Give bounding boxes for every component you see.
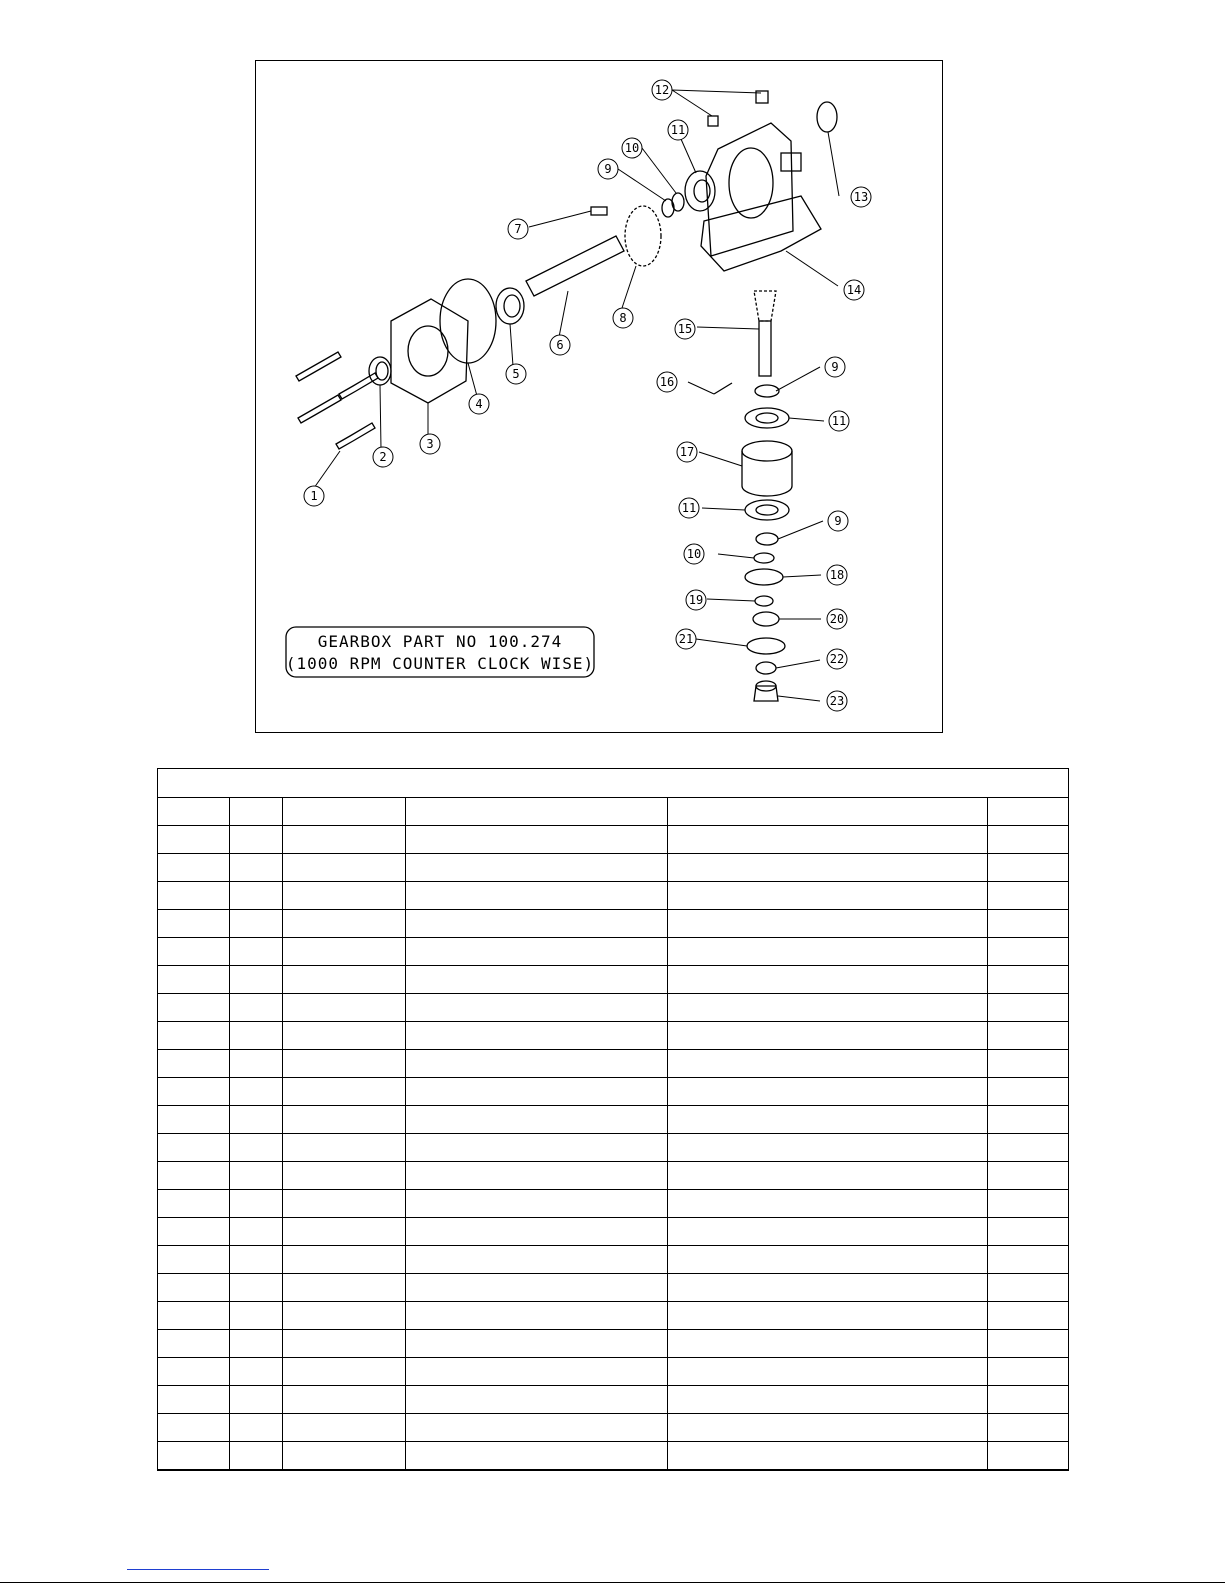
table-cell [668, 798, 988, 826]
callout-label: 5 [512, 367, 520, 381]
callout-label: 11 [670, 123, 686, 137]
pinion-shaft-shape [754, 291, 776, 321]
callout-label: 10 [624, 141, 640, 155]
table-cell [158, 826, 230, 854]
table-cell [988, 1246, 1069, 1274]
table-cell [406, 1050, 668, 1078]
table-cell [283, 854, 406, 882]
table-cell [283, 910, 406, 938]
table-cell [230, 1022, 283, 1050]
table-cell [230, 1246, 283, 1274]
table-row [158, 1386, 1069, 1414]
callout-label: 21 [678, 632, 694, 646]
table-cell [668, 1246, 988, 1274]
gearbox-subtitle: (1000 RPM COUNTER CLOCK WISE) [285, 654, 595, 673]
bevel-gear-shape [625, 206, 661, 266]
callout-label: 22 [829, 652, 845, 666]
table-cell [988, 854, 1069, 882]
table-cell [230, 826, 283, 854]
table-cell [230, 1386, 283, 1414]
callout-label: 9 [831, 360, 839, 374]
table-cell [988, 1078, 1069, 1106]
callout-label: 7 [514, 222, 522, 236]
table-row [158, 1078, 1069, 1106]
callout-label: 11 [831, 414, 847, 428]
table-row [158, 1022, 1069, 1050]
table-title-row [158, 769, 1069, 798]
table-cell [230, 1078, 283, 1106]
callout-label: 23 [829, 694, 845, 708]
table-cell [406, 994, 668, 1022]
table-cell [668, 1190, 988, 1218]
table-cell [158, 798, 230, 826]
table-cell [283, 882, 406, 910]
table-cell [158, 1274, 230, 1302]
callout-label: 9 [604, 162, 612, 176]
table-row [158, 1330, 1069, 1358]
table-cell [988, 994, 1069, 1022]
table-cell [668, 938, 988, 966]
exploded-view-diagram [255, 60, 943, 733]
pin-shape [714, 383, 732, 394]
table-cell [158, 1134, 230, 1162]
table-cell [158, 1302, 230, 1330]
table-cell [406, 910, 668, 938]
table-cell [406, 938, 668, 966]
table-cell [158, 1358, 230, 1386]
table-row [158, 1218, 1069, 1246]
table-cell [406, 1274, 668, 1302]
table-cell [230, 1274, 283, 1302]
table-cell [283, 1358, 406, 1386]
callout-label: 19 [688, 593, 704, 607]
table-cell [230, 1414, 283, 1442]
table-cell [283, 1134, 406, 1162]
parts-list-table [157, 768, 1069, 1471]
callout-label: 16 [659, 375, 675, 389]
table-cell [988, 1050, 1069, 1078]
table-cell [230, 1190, 283, 1218]
table-cell [668, 1358, 988, 1386]
callout-label: 13 [853, 190, 869, 204]
table-cell [283, 1386, 406, 1414]
table-cell [668, 1106, 988, 1134]
table-title-cell [158, 769, 1069, 798]
table-cell [283, 1274, 406, 1302]
callout-label: 20 [829, 612, 845, 626]
table-cell [283, 1022, 406, 1050]
table-row [158, 1190, 1069, 1218]
table-cell [283, 1078, 406, 1106]
table-cell [406, 1246, 668, 1274]
table-cell [406, 826, 668, 854]
table-cell [988, 1106, 1069, 1134]
table-cell [668, 826, 988, 854]
table-cell [988, 1442, 1069, 1471]
table-cell [668, 966, 988, 994]
table-cell [283, 1106, 406, 1134]
table-cell [406, 1442, 668, 1471]
gearbox-housing-shape [706, 123, 793, 256]
table-cell [668, 854, 988, 882]
table-cell [158, 1386, 230, 1414]
table-cell [158, 1330, 230, 1358]
table-cell [283, 798, 406, 826]
table-cell [668, 1302, 988, 1330]
table-row [158, 1106, 1069, 1134]
callout-label: 8 [619, 311, 627, 325]
table-cell [283, 1218, 406, 1246]
table-row [158, 938, 1069, 966]
table-cell [406, 1078, 668, 1106]
table-cell [988, 1190, 1069, 1218]
table-row [158, 1414, 1069, 1442]
callout-label: 14 [846, 283, 862, 297]
table-cell [668, 1414, 988, 1442]
table-cell [283, 938, 406, 966]
table-cell [406, 1190, 668, 1218]
table-cell [988, 1162, 1069, 1190]
table-cell [406, 1218, 668, 1246]
table-row [158, 1134, 1069, 1162]
table-cell [230, 966, 283, 994]
table-cell [988, 1386, 1069, 1414]
table-cell [406, 966, 668, 994]
bearing-shape [745, 500, 789, 520]
table-row [158, 854, 1069, 882]
table-cell [158, 854, 230, 882]
table-row [158, 1442, 1069, 1471]
table-cell [230, 798, 283, 826]
table-row [158, 994, 1069, 1022]
table-cell [988, 826, 1069, 854]
table-cell [668, 1134, 988, 1162]
table-cell [988, 910, 1069, 938]
table-cell [230, 1330, 283, 1358]
table-cell [406, 1162, 668, 1190]
table-cell [283, 1330, 406, 1358]
callout-label: 6 [556, 338, 564, 352]
callout-label: 18 [829, 568, 845, 582]
table-cell [406, 882, 668, 910]
table-cell [406, 798, 668, 826]
table-cell [668, 994, 988, 1022]
flange-shape [391, 299, 468, 403]
table-cell [158, 1106, 230, 1134]
table-cell [283, 994, 406, 1022]
washer-shape [755, 385, 779, 397]
table-cell [283, 1414, 406, 1442]
table-cell [668, 1050, 988, 1078]
table-cell [158, 994, 230, 1022]
callout-label: 15 [677, 322, 693, 336]
table-cell [668, 1442, 988, 1471]
table-cell [668, 1218, 988, 1246]
table-row [158, 1050, 1069, 1078]
table-cell [283, 1442, 406, 1471]
table-cell [230, 1358, 283, 1386]
gearbox-title: GEARBOX PART NO 100.274 [317, 632, 563, 651]
table-row [158, 1162, 1069, 1190]
callout-label: 9 [834, 514, 842, 528]
table-cell [230, 1162, 283, 1190]
table-cell [158, 910, 230, 938]
table-cell [230, 938, 283, 966]
table-cell [668, 910, 988, 938]
table-header-row [158, 798, 1069, 826]
callout-label: 10 [686, 547, 702, 561]
table-cell [158, 966, 230, 994]
table-cell [668, 1274, 988, 1302]
table-cell [230, 1302, 283, 1330]
table-cell [230, 1050, 283, 1078]
table-cell [158, 1078, 230, 1106]
table-cell [406, 1106, 668, 1134]
gearbox-drawing [256, 61, 944, 734]
table-cell [406, 1330, 668, 1358]
table-cell [988, 882, 1069, 910]
table-cell [988, 798, 1069, 826]
table-row [158, 1302, 1069, 1330]
table-cell [668, 1022, 988, 1050]
table-cell [230, 910, 283, 938]
table-cell [230, 1442, 283, 1471]
table-cell [668, 1162, 988, 1190]
table-cell [406, 1414, 668, 1442]
bolt-shape [296, 352, 378, 449]
table-cell [230, 994, 283, 1022]
table-cell [283, 1190, 406, 1218]
table-cell [668, 882, 988, 910]
table-cell [283, 1162, 406, 1190]
table-cell [158, 1050, 230, 1078]
table-cell [988, 1358, 1069, 1386]
callout-label: 17 [679, 445, 695, 459]
table-row [158, 826, 1069, 854]
table-cell [230, 882, 283, 910]
table-cell [283, 966, 406, 994]
table-cell [988, 1022, 1069, 1050]
table-cell [988, 1414, 1069, 1442]
footer-link-underline[interactable] [127, 1568, 269, 1570]
table-cell [988, 1302, 1069, 1330]
table-cell [283, 826, 406, 854]
table-cell [988, 1274, 1069, 1302]
table-cell [283, 1302, 406, 1330]
callout-label: 12 [654, 83, 670, 97]
table-cell [158, 1246, 230, 1274]
table-cell [158, 938, 230, 966]
table-cell [283, 1246, 406, 1274]
callout-label: 3 [426, 437, 434, 451]
table-row [158, 1358, 1069, 1386]
table-cell [668, 1078, 988, 1106]
table-cell [406, 1386, 668, 1414]
table-cell [668, 1386, 988, 1414]
table-cell [158, 1414, 230, 1442]
table-cell [668, 1330, 988, 1358]
table-cell [158, 1442, 230, 1471]
cap-shape [817, 102, 837, 132]
callout-label: 1 [310, 489, 318, 503]
table-cell [158, 1022, 230, 1050]
key-shape [591, 207, 607, 215]
table-cell [406, 1358, 668, 1386]
snap-ring-shape [745, 569, 783, 585]
table-cell [158, 1218, 230, 1246]
shaft-shape [526, 236, 624, 296]
callout-label: 4 [475, 397, 483, 411]
bottom-rule [0, 1582, 1225, 1583]
table-row [158, 1246, 1069, 1274]
table-cell [988, 1330, 1069, 1358]
table-cell [988, 938, 1069, 966]
table-cell [988, 1134, 1069, 1162]
table-cell [406, 1022, 668, 1050]
table-cell [158, 882, 230, 910]
table-row [158, 882, 1069, 910]
table-cell [158, 1190, 230, 1218]
table-cell [406, 854, 668, 882]
table-cell [158, 1162, 230, 1190]
table-cell [988, 1218, 1069, 1246]
callout-label: 2 [379, 450, 387, 464]
table-cell [988, 966, 1069, 994]
table-cell [230, 1134, 283, 1162]
table-cell [230, 854, 283, 882]
bearing-shape [745, 408, 789, 428]
table-cell [406, 1134, 668, 1162]
table-row [158, 1274, 1069, 1302]
table-cell [283, 1050, 406, 1078]
table-cell [230, 1218, 283, 1246]
callout-label: 11 [681, 501, 697, 515]
table-row [158, 966, 1069, 994]
table-row [158, 910, 1069, 938]
table-cell [230, 1106, 283, 1134]
table-cell [406, 1302, 668, 1330]
